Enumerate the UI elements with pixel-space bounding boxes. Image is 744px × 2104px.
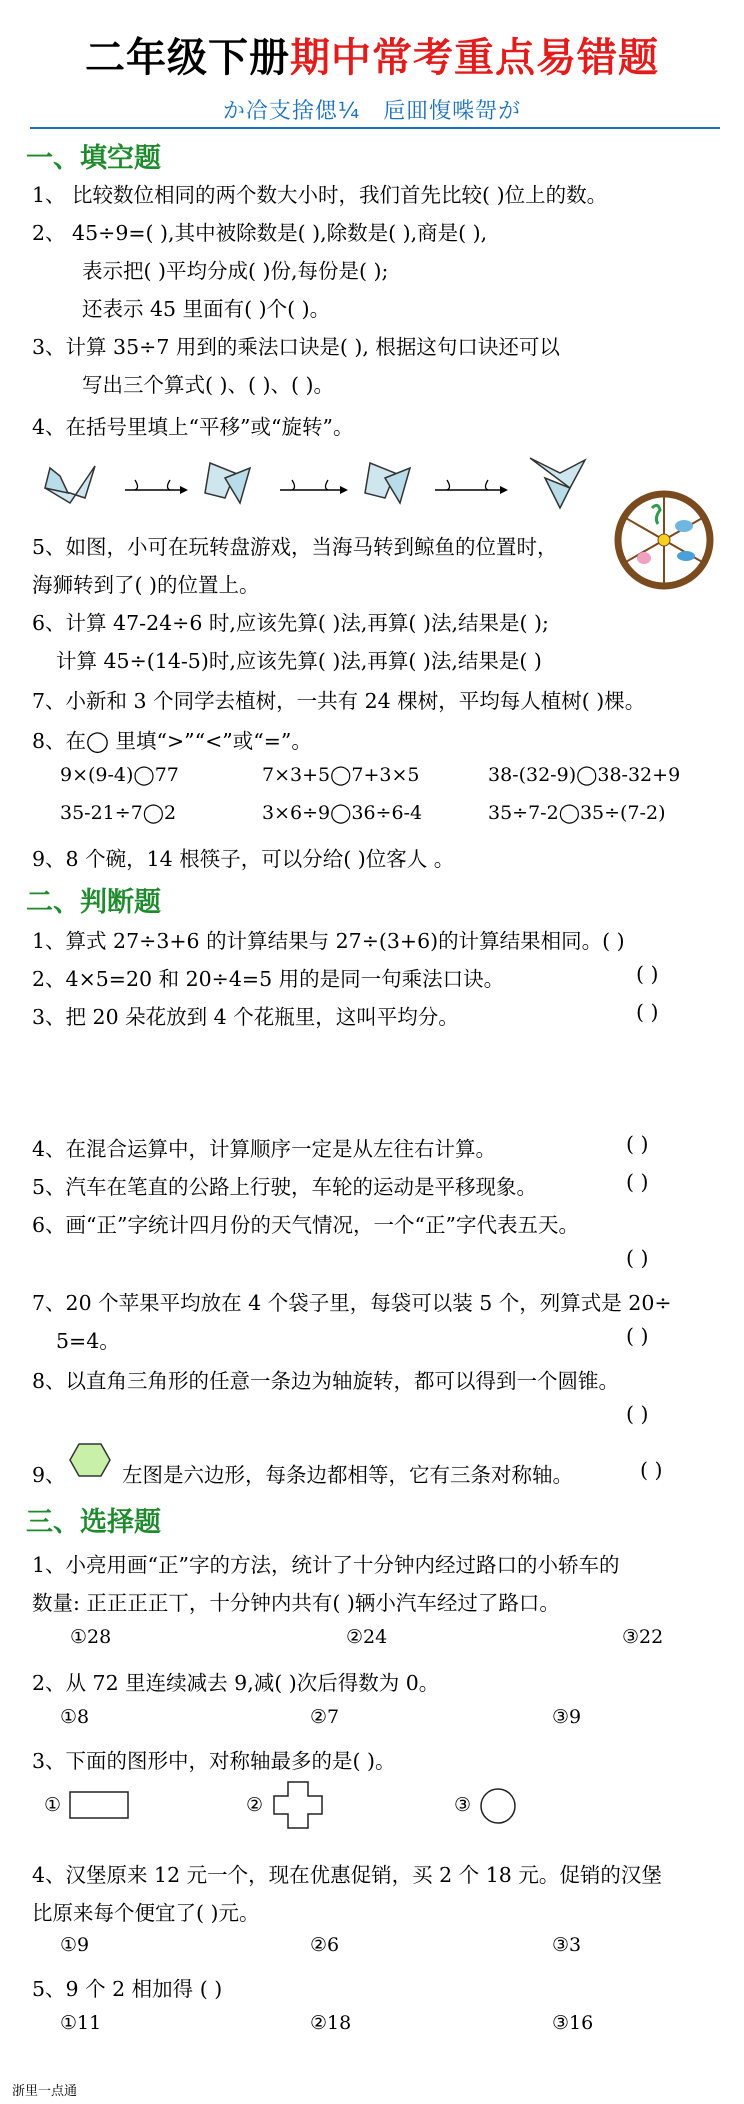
choice-q1-line1: 1、小亮用画“正”字的方法，统计了十分钟内经过路口的小轿车的 — [32, 1553, 620, 1577]
whale-icon — [675, 520, 693, 532]
judge-q3-paren: ( ) — [636, 1000, 659, 1024]
choice-q5-option: ①11 — [60, 2012, 102, 2034]
crane-3-image — [365, 463, 410, 503]
judge-q3: 3、把 20 朵花放到 4 个花瓶里，这叫平均分。 — [32, 1005, 459, 1029]
title-part1: 二年级下册 — [85, 35, 290, 81]
choice-q4-option: ②6 — [310, 1934, 340, 1956]
jellyfish-icon — [637, 552, 651, 564]
fill-q2-line2: 表示把( )平均分成( )份,每份是( ); — [82, 259, 389, 283]
judge-q1: 1、算式 27÷3+6 的计算结果与 27÷(3+6)的计算结果相同。( ) — [32, 929, 625, 953]
choice-q2-option: ②7 — [310, 1706, 340, 1728]
footer-text: 浙里一点通 — [12, 2084, 78, 2099]
title-rule — [30, 127, 720, 129]
crane-2-image — [205, 463, 250, 503]
fill-q7: 7、小新和 3 个同学去植树，一共有 24 棵树，平均每人植树( )棵。 — [32, 689, 646, 713]
fill-q9: 9、8 个碗，14 根筷子，可以分给( )位客人 。 — [32, 847, 455, 871]
fill-q4: 4、在括号里填上“平移”或“旋转”。 — [32, 415, 354, 439]
fill-q8-item: 3×6÷9◯36÷6-4 — [262, 802, 423, 824]
crane-4-image — [530, 458, 585, 508]
fill-q6-line1: 6、计算 47-24÷6 时,应该先算( )法,再算( )法,结果是( ); — [32, 611, 549, 635]
fill-q5-line1: 5、如图，小可在玩转盘游戏，当海马转到鲸鱼的位置时， — [32, 535, 558, 559]
fill-q5-line2: 海狮转到了( )的位置上。 — [32, 573, 260, 597]
choice-q2-option: ③9 — [552, 1706, 582, 1728]
choice-q4-option: ①9 — [60, 1934, 90, 1956]
rectangle-shape — [68, 1788, 132, 1822]
judge-q5-paren: ( ) — [626, 1170, 649, 1194]
page-title — [0, 26, 744, 83]
arrow-3 — [435, 480, 508, 494]
section-choice-heading: 三、选择题 — [26, 1507, 161, 1538]
fill-q2-line3: 还表示 45 里面有( )个( )。 — [82, 297, 331, 321]
judge-q7-paren: ( ) — [626, 1324, 649, 1348]
judge-q7-line1: 7、20 个苹果平均放在 4 个袋子里，每袋可以装 5 个，列算式是 20÷ — [32, 1291, 672, 1315]
choice-q1-option: ①28 — [70, 1626, 112, 1648]
arrow-2 — [280, 480, 348, 494]
choice-q5-option: ③16 — [552, 2012, 594, 2034]
judge-q8-paren: ( ) — [626, 1402, 649, 1426]
fill-q3-line1: 3、计算 35÷7 用到的乘法口诀是( ), 根据这句口诀还可以 — [32, 335, 560, 359]
choice-q2-option: ①8 — [60, 1706, 90, 1728]
crane-sequence-figure — [40, 448, 600, 518]
fill-q3-line2: 写出三个算式( )、( )、( )。 — [82, 373, 335, 397]
fill-q2-line1: 2、 45÷9=( ),其中被除数是( ),除数是( ),商是( ), — [32, 221, 488, 245]
spinner-wheel-figure — [614, 490, 714, 590]
fill-q8-item: 9×(9-4)◯77 — [60, 764, 179, 786]
fill-q8-item: 38-(32-9)◯38-32+9 — [488, 764, 681, 786]
choice-q3-option: ① — [44, 1794, 62, 1816]
cross-shape — [272, 1780, 326, 1830]
judge-q6: 6、画“正”字统计四月份的天气情况，一个“正”字代表五天。 — [32, 1213, 579, 1237]
section-judge-heading: 二、判断题 — [26, 887, 161, 918]
choice-q2: 2、从 72 里连续减去 9,减( )次后得数为 0。 — [32, 1671, 440, 1695]
judge-q2-paren: ( ) — [636, 962, 659, 986]
judge-q8: 8、以直角三角形的任意一条边为轴旋转，都可以得到一个圆锥。 — [32, 1369, 620, 1393]
arrow-1 — [125, 480, 188, 494]
judge-q9-number: 9、 — [32, 1463, 66, 1487]
section-fill-heading: 一、填空题 — [26, 143, 161, 174]
fill-q8-item: 35÷7-2◯35÷(7-2) — [488, 802, 666, 824]
judge-q7-line2: 5=4。 — [56, 1329, 120, 1353]
circle-shape — [478, 1786, 518, 1826]
fill-q8-item: 35-21÷7◯2 — [60, 802, 177, 824]
judge-q2: 2、4×5=20 和 20÷4=5 用的是同一句乘法口诀。 — [32, 967, 505, 991]
fill-q6-line2: 计算 45÷(14-5)时,应该先算( )法,再算( )法,结果是( ) — [56, 649, 542, 673]
judge-q4-paren: ( ) — [626, 1132, 649, 1156]
choice-q1-option: ③22 — [622, 1626, 664, 1648]
judge-q4: 4、在混合运算中，计算顺序一定是从左往右计算。 — [32, 1137, 497, 1161]
choice-q3-option: ③ — [454, 1794, 472, 1816]
choice-q3-option: ② — [246, 1794, 264, 1816]
choice-q5: 5、9 个 2 相加得 ( ) — [32, 1977, 223, 2001]
choice-q4-line1: 4、汉堡原来 12 元一个，现在优惠促销，买 2 个 18 元。促销的汉堡 — [32, 1863, 662, 1887]
judge-q6-paren: ( ) — [626, 1246, 649, 1270]
crane-1-image — [45, 466, 95, 503]
fill-q8: 8、在◯ 里填“>”“<”或“=”。 — [32, 729, 312, 753]
choice-q3: 3、下面的图形中，对称轴最多的是( )。 — [32, 1749, 396, 1773]
judge-q9-paren: ( ) — [640, 1458, 663, 1482]
judge-q9: 左图是六边形，每条边都相等，它有三条对称轴。 — [122, 1463, 573, 1487]
choice-q1-line2: 数量: 正正正正丅，十分钟内共有( )辆小汽车经过了路口。 — [32, 1591, 560, 1615]
sea-lion-icon — [677, 551, 695, 561]
page-subtitle: か冾支捨偲¼ 巵囬愎喍哿が — [222, 99, 522, 124]
hexagon-figure — [68, 1440, 112, 1480]
choice-q4-line2: 比原来每个便宜了( )元。 — [32, 1901, 260, 1925]
choice-q5-option: ②18 — [310, 2012, 352, 2034]
judge-q5: 5、汽车在笔直的公路上行驶，车轮的运动是平移现象。 — [32, 1175, 538, 1199]
choice-q1-option: ②24 — [346, 1626, 388, 1648]
title-part2: 期中常考重点易错题 — [290, 35, 659, 81]
fill-q8-item: 7×3+5◯7+3×5 — [262, 764, 420, 786]
choice-q4-option: ③3 — [552, 1934, 582, 1956]
fill-q1: 1、 比较数位相同的两个数大小时，我们首先比较( )位上的数。 — [32, 183, 608, 207]
